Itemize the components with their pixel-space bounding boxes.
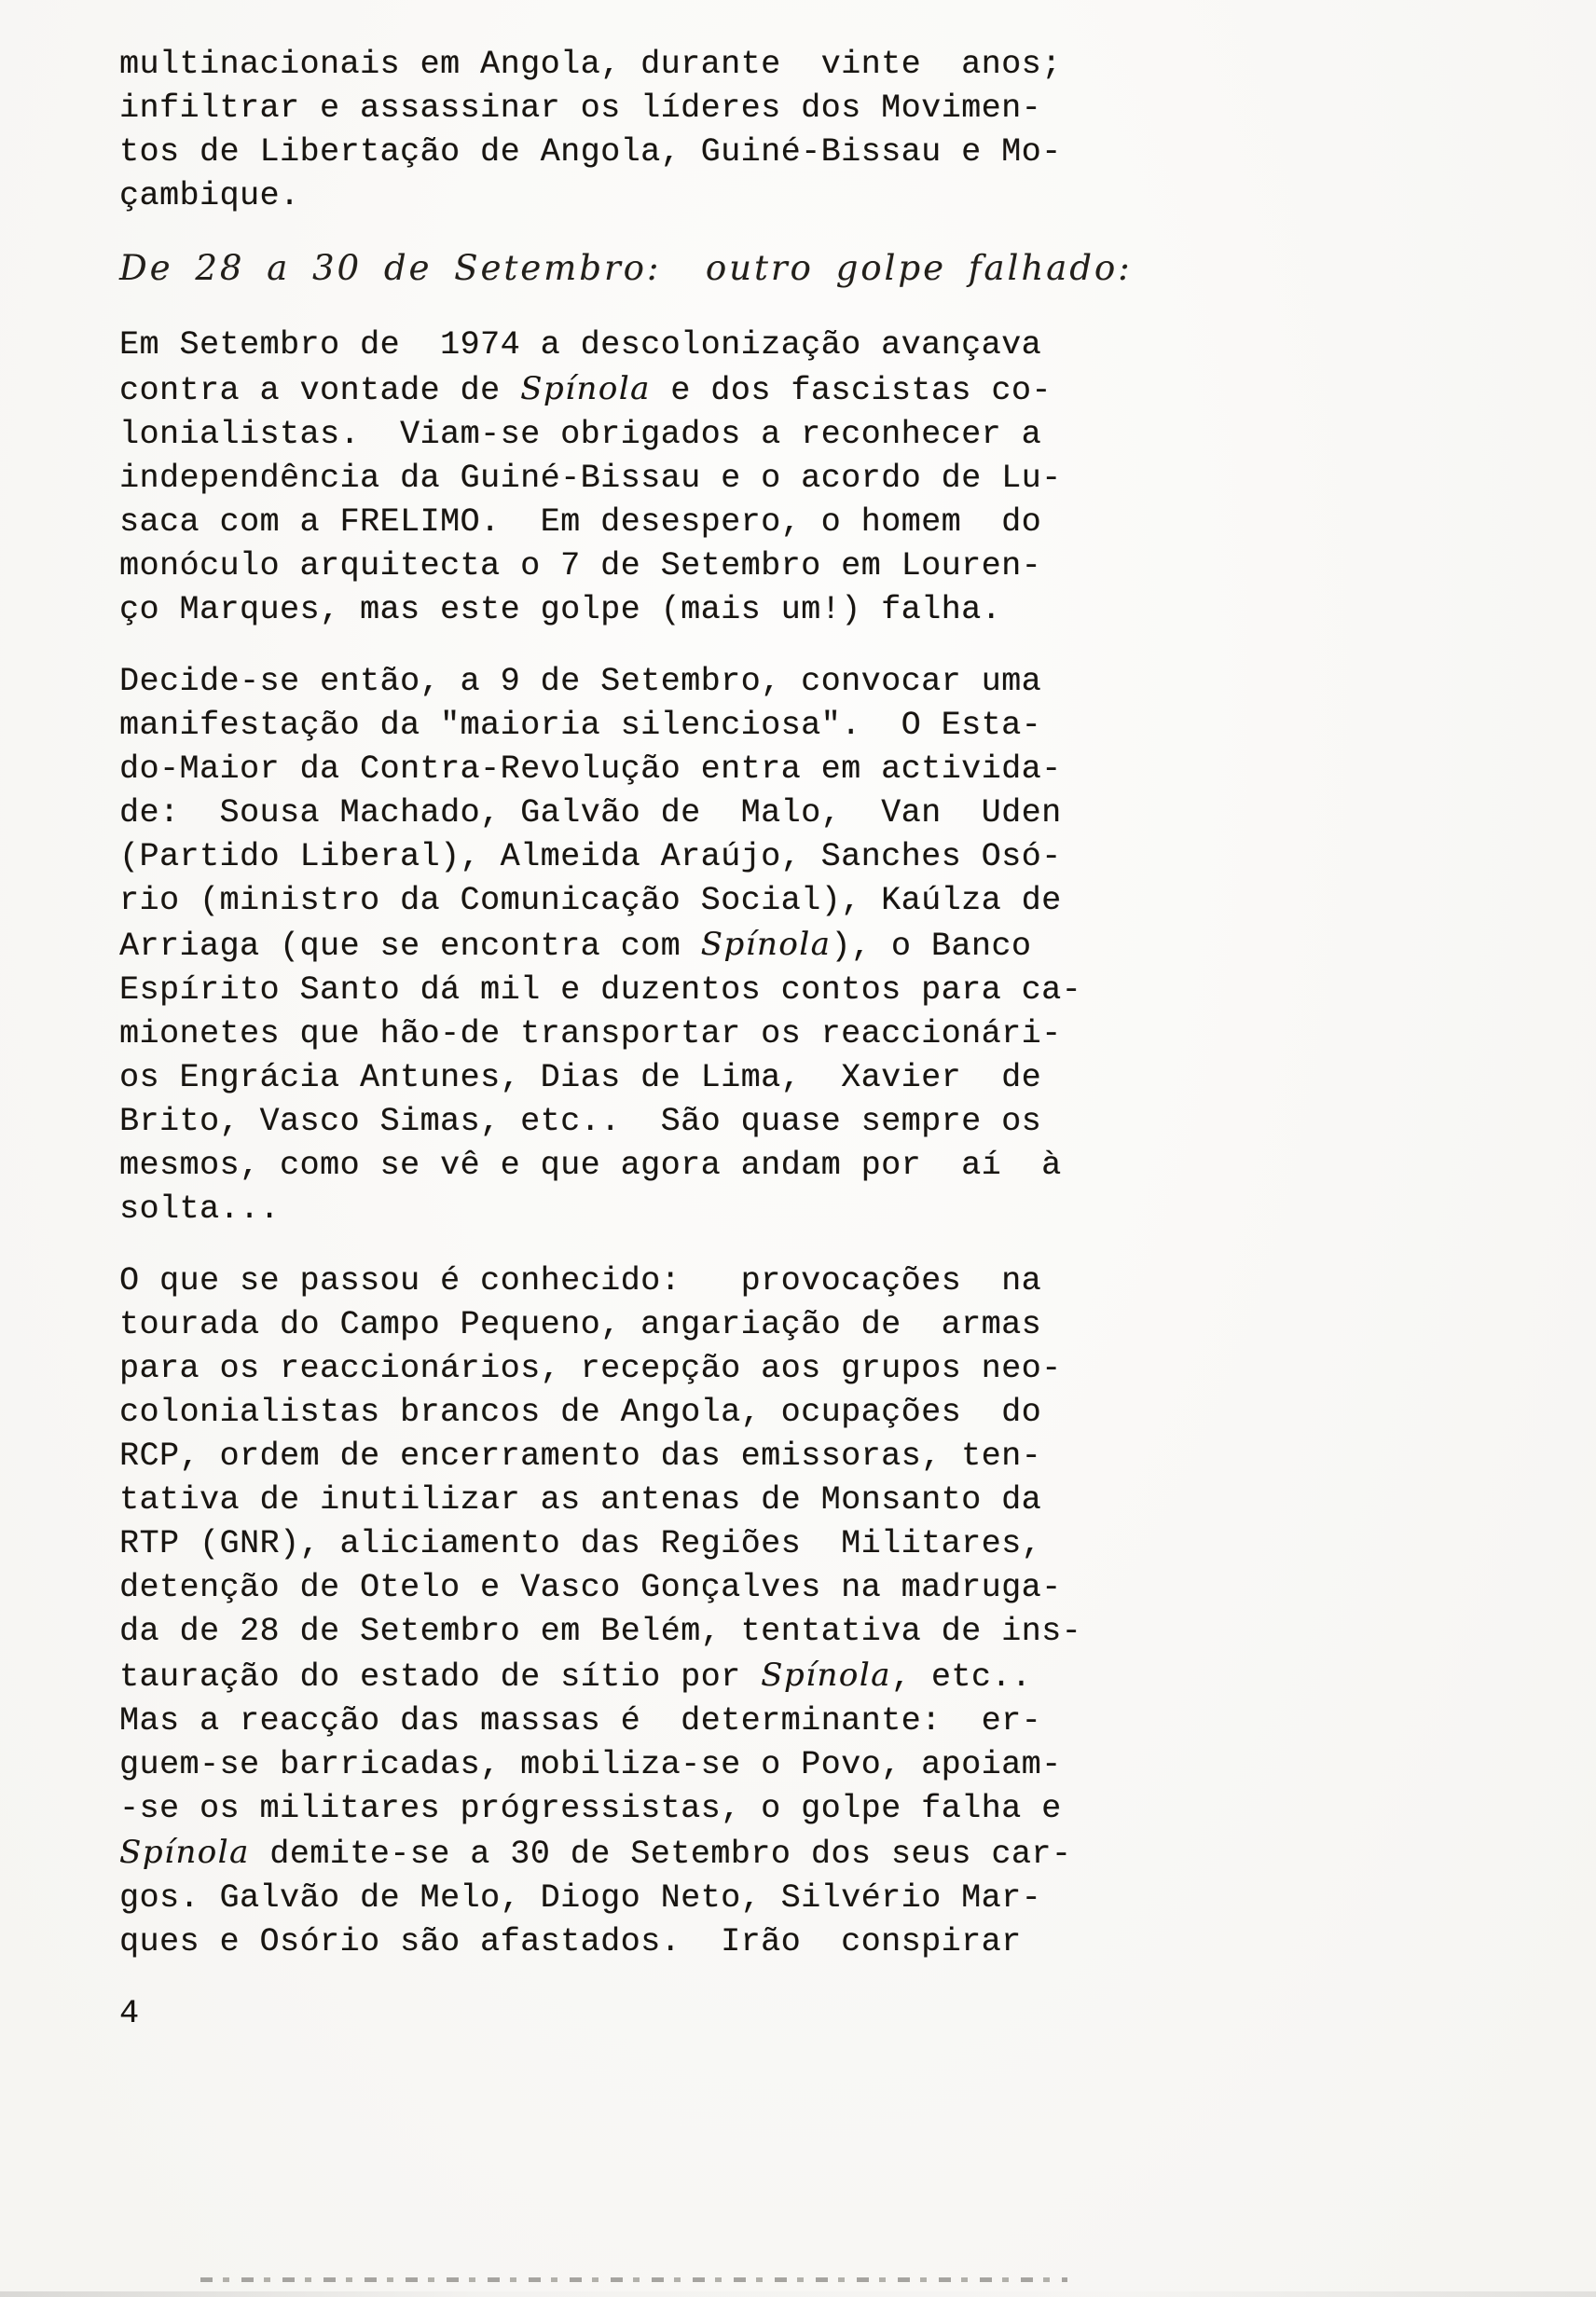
paragraph: [119, 323, 1596, 632]
text-line: do-Maior da Contra-Revolução entra em activida-: [119, 750, 1062, 788]
text-line: (Partido Liberal), Almeida Araújo, Sanches Osó-: [119, 838, 1062, 875]
text-line: Brito, Vasco Simas, etc.. São quase sempre os: [119, 1103, 1042, 1140]
text-line: tourada do Campo Pequeno, angariação de armas: [119, 1306, 1042, 1343]
text-line: independência da Guiné-Bissau e o acordo de Lu-: [119, 460, 1062, 497]
text-line: para os reaccionários, recepção aos grupos neo-: [119, 1350, 1062, 1387]
text-line: gos. Galvão de Melo, Diogo Neto, Silvério Mar-: [119, 1879, 1042, 1917]
text-line: tos de Libertação de Angola, Guiné-Bissau e Mo-: [119, 133, 1062, 171]
scan-artifact-bottom-edge: [0, 2291, 1596, 2297]
text-line: -se os militares prógressistas, o golpe falha e: [119, 1790, 1062, 1827]
text-line: infiltrar e assassinar os líderes dos Movimen-: [119, 89, 1042, 127]
italic-text: Spínola: [700, 926, 832, 963]
text-line: rio (ministro da Comunicação Social), Kaúlza de: [119, 882, 1062, 919]
text-line: RCP, ordem de encerramento das emissoras, ten-: [119, 1437, 1042, 1475]
text-line: O que se passou é conhecido: provocações na: [119, 1262, 1042, 1300]
text-line: guem-se barricadas, mobiliza-se o Povo, apoiam-: [119, 1746, 1062, 1783]
text-line: ço Marques, mas este golpe (mais um!) falha.: [119, 591, 1002, 628]
text-line: Em Setembro de 1974 a descolonização avançava: [119, 326, 1042, 364]
italic-text: Spínola: [119, 1834, 250, 1871]
paragraph: [119, 660, 1596, 1231]
text-line: os Engrácia Antunes, Dias de Lima, Xavier de: [119, 1059, 1042, 1096]
text-line: Decide-se então, a 9 de Setembro, convocar uma: [119, 663, 1042, 700]
text-line: tauração do estado de sítio por Spínola, etc..: [119, 1657, 1032, 1696]
italic-text: Spínola: [761, 1657, 891, 1694]
page-number: 4: [119, 1995, 140, 2032]
text-line: mesmos, como se vê e que agora andam por aí à: [119, 1147, 1062, 1184]
text-line: solta...: [119, 1190, 281, 1228]
text-line: lonialistas. Viam-se obrigados a reconhecer a: [119, 416, 1042, 453]
text-line: colonialistas brancos de Angola, ocupações do: [119, 1394, 1042, 1431]
text-line: multinacionais em Angola, durante vinte anos;: [119, 46, 1062, 83]
text-line: manifestação da "maioria silenciosa". O Esta-: [119, 707, 1042, 744]
text-line: çambique.: [119, 177, 300, 214]
italic-text: Spínola: [520, 370, 651, 407]
section-heading: [119, 246, 1596, 290]
text-line: mionetes que hão-de transportar os reaccionári-: [119, 1015, 1062, 1052]
text-line: Mas a reacção das massas é determinante: er-: [119, 1702, 1042, 1740]
text-line: de: Sousa Machado, Galvão de Malo, Van Uden: [119, 794, 1062, 832]
document-content: [119, 43, 1596, 1964]
text-line: RTP (GNR), aliciamento das Regiões Militares,: [119, 1525, 1042, 1562]
paragraph: [119, 43, 1596, 218]
text-line: Espírito Santo dá mil e duzentos contos para ca-: [119, 971, 1082, 1009]
text-line: monóculo arquitecta o 7 de Setembro em Louren-: [119, 547, 1042, 585]
text-line: De 28 a 30 de Setembro: outro golpe falhado:: [119, 248, 1133, 288]
text-line: Arriaga (que se encontra com Spínola), o Banco: [119, 926, 1032, 965]
text-line: ques e Osório são afastados. Irão conspirar: [119, 1923, 1022, 1960]
paragraph: [119, 1259, 1596, 1964]
text-line: contra a vontade de Spínola e dos fascistas co-: [119, 370, 1052, 409]
text-line: da de 28 de Setembro em Belém, tentativa de ins-: [119, 1613, 1082, 1650]
text-line: detenção de Otelo e Vasco Gonçalves na madruga-: [119, 1569, 1062, 1606]
text-line: saca com a FRELIMO. Em desespero, o homem do: [119, 503, 1042, 541]
text-line: Spínola demite-se a 30 de Setembro dos seus car-: [119, 1834, 1072, 1873]
text-line: tativa de inutilizar as antenas de Monsanto da: [119, 1481, 1042, 1519]
scan-artifact-dashes: [200, 2277, 1067, 2282]
